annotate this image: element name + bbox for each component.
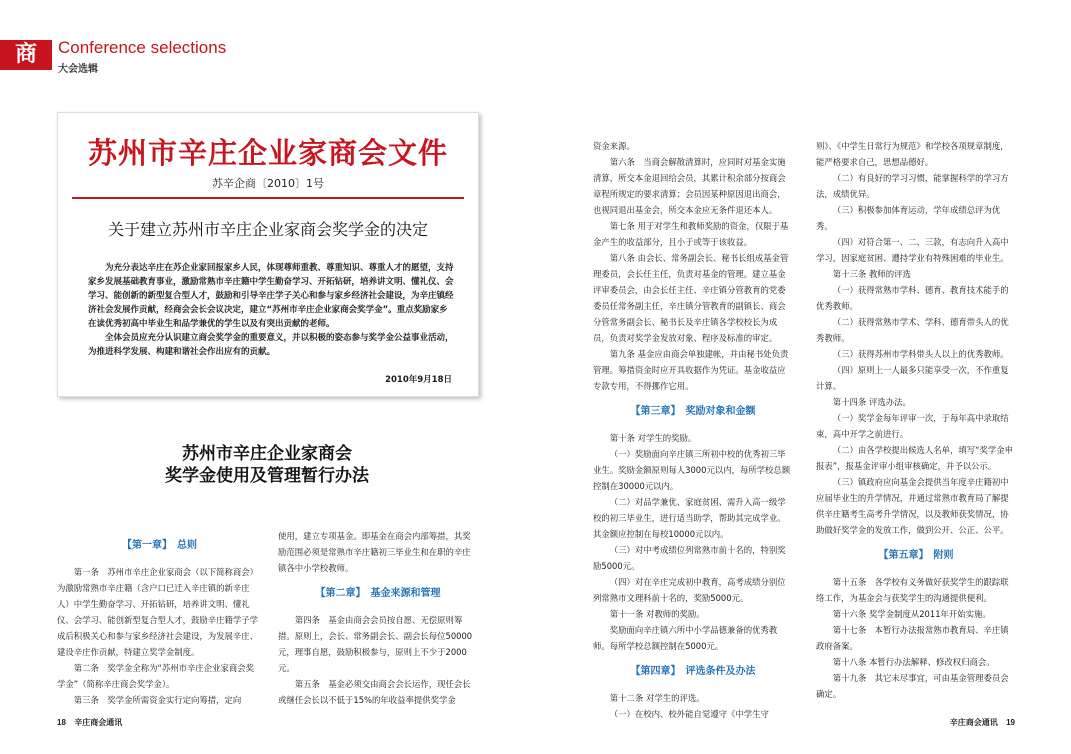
document-paragraph: 全体会员应充分认识建立商会奖学金的重要意义，并以积极的姿态参与奖学金公益事业活动，为推进科学发展、构建和谐社会作出应有的贡献。	[88, 333, 454, 357]
article-paragraph: （一）获得常熟市学科、德育、教育技术能手的优秀教师。	[816, 285, 1009, 311]
article-paragraph: 第八条 由会长、常务副会长、秘书长组成基金管理委员，会长任主任，负责对基金的管理。建立基金评审委员会，由会长任主任、辛庄镇分管教育的党委委员任常务副主任，辛庄镇分管教育的副镇长、商会分管常务副会长、秘书长及辛庄镇各学校校长为成员，负责对奖学金发放对象、程序及标准的审定。	[593, 253, 789, 343]
chapter-heading: 【第四章】 评选条件及办法	[630, 666, 756, 677]
document-paragraph: 为充分表达辛庄在苏企业家回报家乡人民，体现尊师重教、尊重知识、尊重人才的愿望，支持家乡发展基础教育事业，激励常熟市辛庄籍中学生勤奋学习、开拓钻研，培养讲文明、懂礼仪、会学习、能创新的新型复合型人才，鼓励和引导辛庄学子关心和参与家乡经济社会建设，为辛庄镇经济社会发展作贡献，经商会会长会议决定，建立“苏州市辛庄企业家商会奖学金”。重点奖励家乡在读优秀初高中毕业生和品学兼优的学生以及有突出贡献的老师。	[88, 263, 454, 329]
article-paragraph: 第十二条 对学生的评选。	[609, 693, 705, 703]
section-logo: 商	[0, 40, 52, 70]
article-paragraph: 第六条 当商会解散清算时，应同时对基金实施清算，所交本金退回给会员，其累计积余部分按商会章程所规定的要求清算；会员因某种原因退出商会，也视同退出基金会，所交本金应无条件退还本人。	[593, 157, 786, 215]
document-title: 苏州市辛庄企业家商会文件	[87, 136, 448, 170]
chapter-heading: 【第一章】 总则	[122, 540, 197, 551]
article-paragraph: 第三条 奖学金所需资金实行定向筹措，定向	[73, 695, 242, 705]
article-paragraph: 第十一条 对教师的奖励。	[609, 609, 705, 619]
page-number-right: 19	[1006, 718, 1015, 727]
document-body	[88, 261, 456, 359]
article-paragraph: （二）对品学兼优、家庭贫困、需升入高一级学校的初三毕业生，进行适当助学，帮助其完成学业。其金额应控制在每校10000元以内。	[593, 497, 786, 539]
article-paragraph: 资金来源。	[593, 141, 635, 151]
text-column-3	[593, 138, 793, 722]
article-paragraph: 第四条 基金由商会会员按自愿、无偿原则筹措。原则上，会长、常务副会长、副会长每位50000元，理事自愿，鼓励积极参与，原则上不少于2000元。	[278, 615, 473, 673]
article-paragraph: （三）积极参加体育运动，学年成绩总评为优秀。	[816, 205, 1001, 231]
article-paragraph: （二）由各学校提出候选人名单，填写“奖学金申报表”，报基金评审小组审核确定，并予以公示。	[816, 445, 1014, 471]
document-date: 2010年9月18日	[385, 375, 452, 385]
article-paragraph: 第二条 奖学金全称为“苏州市辛庄企业家商会奖学金”（简称辛庄商会奖学金）。	[57, 663, 255, 689]
article-paragraph: 则》、《中学生日常行为规范》和学校各项规章制度，能严格要求自己，思想品德好。	[816, 141, 1009, 167]
section-title-zh: 大会选辑	[58, 64, 98, 75]
article-paragraph: 第十三条 教师的评选	[832, 269, 911, 279]
article-paragraph: 使用，建立专项基金。即基金在商会内部筹措，其奖励范围必须是常熟市辛庄籍初三毕业生和在职的辛庄镇各中小学校教师。	[278, 531, 471, 573]
article-paragraph: 第十九条 其它未尽事宜，可由基金管理委员会确定。	[816, 673, 1009, 699]
article-paragraph: （三）镇政府应向基金会提供当年度辛庄籍初中应届毕业生的升学情况，并通过常熟市教育局了解提供辛庄籍考生高考升学情况，以及教师获奖情况，协助做好奖学金的发放工作，做到公开、公正、公平。	[816, 477, 1009, 535]
article-paragraph: （四）对符合第一、二、三款，有志向升入高中学习，因家庭贫困、遭持学业有特殊困难的毕业生。	[816, 237, 1009, 263]
article-paragraph: 奖励面向辛庄镇六所中小学品德兼备的优秀教师。每所学校总额控制在5000元。	[593, 625, 778, 651]
text-column-2	[278, 528, 478, 708]
article-paragraph: 第九条 基金应由商会单独建帐，并由秘书处负责管理。筹措资金时应开具收据作为凭证。基金收益应专款专用，不得挪作它用。	[593, 349, 789, 391]
article-title-line: 奖学金使用及管理暂行办法	[165, 466, 369, 486]
article-paragraph: 第十七条 本暂行办法报常熟市教育局、辛庄镇政府备案。	[816, 625, 1009, 651]
article-paragraph: 第五条 基金必须交由商会会长运作，现任会长或继任会长以不低于15%的年收益率提供奖学金	[278, 679, 471, 705]
publication-name-right: 辛庄商会通讯	[949, 718, 998, 727]
article-title-line: 苏州市辛庄企业家商会	[182, 444, 352, 464]
article-paragraph: （四）对在辛庄完成初中教育，高考成绩分别位列常熟市文理科前十名的，奖励5000元。	[593, 577, 786, 603]
article-paragraph: 第十条 对学生的奖励。	[609, 433, 697, 443]
article-paragraph: 第七条 用于对学生和教师奖励的资金，仅限于基金产生的收益部分，且小于或等于该收益。	[593, 221, 789, 247]
article-paragraph: 第十五条 各学校有义务做好获奖学生的跟踪联络工作，为基金会与获奖学生的沟通提供便利。	[816, 577, 1009, 603]
chapter-heading: 【第三章】 奖励对象和金额	[630, 406, 756, 417]
article-paragraph: 第十四条 评选办法。	[832, 397, 911, 407]
document-image	[57, 112, 479, 397]
article-title	[57, 443, 477, 487]
footer-right	[950, 717, 1015, 728]
article-paragraph: （三）获得苏州市学科带头人以上的优秀教师。	[832, 349, 1009, 359]
article-paragraph: （一）奖励面向辛庄镇三所初中校的优秀初三毕业生。奖励金额原则每人3000元以内，每所学校总额控制在30000元以内。	[593, 449, 791, 491]
article-paragraph: 第十八条 本暂行办法解释、修改权归商会。	[832, 657, 995, 667]
document-divider	[72, 197, 464, 199]
article-paragraph: （四）原则上一人最多只能享受一次，不作重复计算。	[816, 365, 1009, 391]
text-column-1	[57, 528, 262, 708]
chapter-heading: 【第二章】 基金来源和管理	[315, 588, 441, 599]
article-paragraph: （一）在校内、校外能自觉遵守《中学生守	[609, 709, 769, 719]
article-paragraph: （一）奖学金每年评审一次，于每年高中录取结束，高中开学之前进行。	[816, 413, 1009, 439]
text-column-4	[816, 138, 1016, 702]
article-paragraph: （二）有良好的学习习惯，能掌握科学的学习方法，成绩优异。	[816, 173, 1009, 199]
document-decision-title: 关于建立苏州市辛庄企业家商会奖学金的决定	[107, 220, 428, 239]
article-paragraph: 第十六条 奖学金制度从2011年开始实施。	[832, 609, 991, 619]
page-number-left: 18	[57, 718, 66, 727]
footer-left	[57, 717, 122, 728]
chapter-heading: 【第五章】 附则	[878, 550, 954, 561]
section-title-en: Conference selections	[58, 38, 227, 57]
document-number: 苏辛企商〔2010〕1号	[212, 177, 324, 190]
publication-name-left: 辛庄商会通讯	[74, 718, 123, 727]
article-paragraph: 第一条 苏州市辛庄企业家商会（以下简称商会）为激励常熟市辛庄籍（含户口已迁入辛庄镇的新辛庄人）中学生勤奋学习、开拓钻研，培养讲文明、懂礼仪、会学习、能创新型复合型人才，鼓励辛庄籍学子学成后积极关心和参与家乡经济社会建设，为发展辛庄、建设辛庄作贡献，特建立奖学金制度。	[57, 567, 259, 657]
article-paragraph: （二）获得常熟市学术、学科、德育带头人的优秀教师。	[816, 317, 1009, 343]
article-paragraph: （三）对中考成绩位列常熟市前十名的，特别奖励5000元。	[593, 545, 786, 571]
